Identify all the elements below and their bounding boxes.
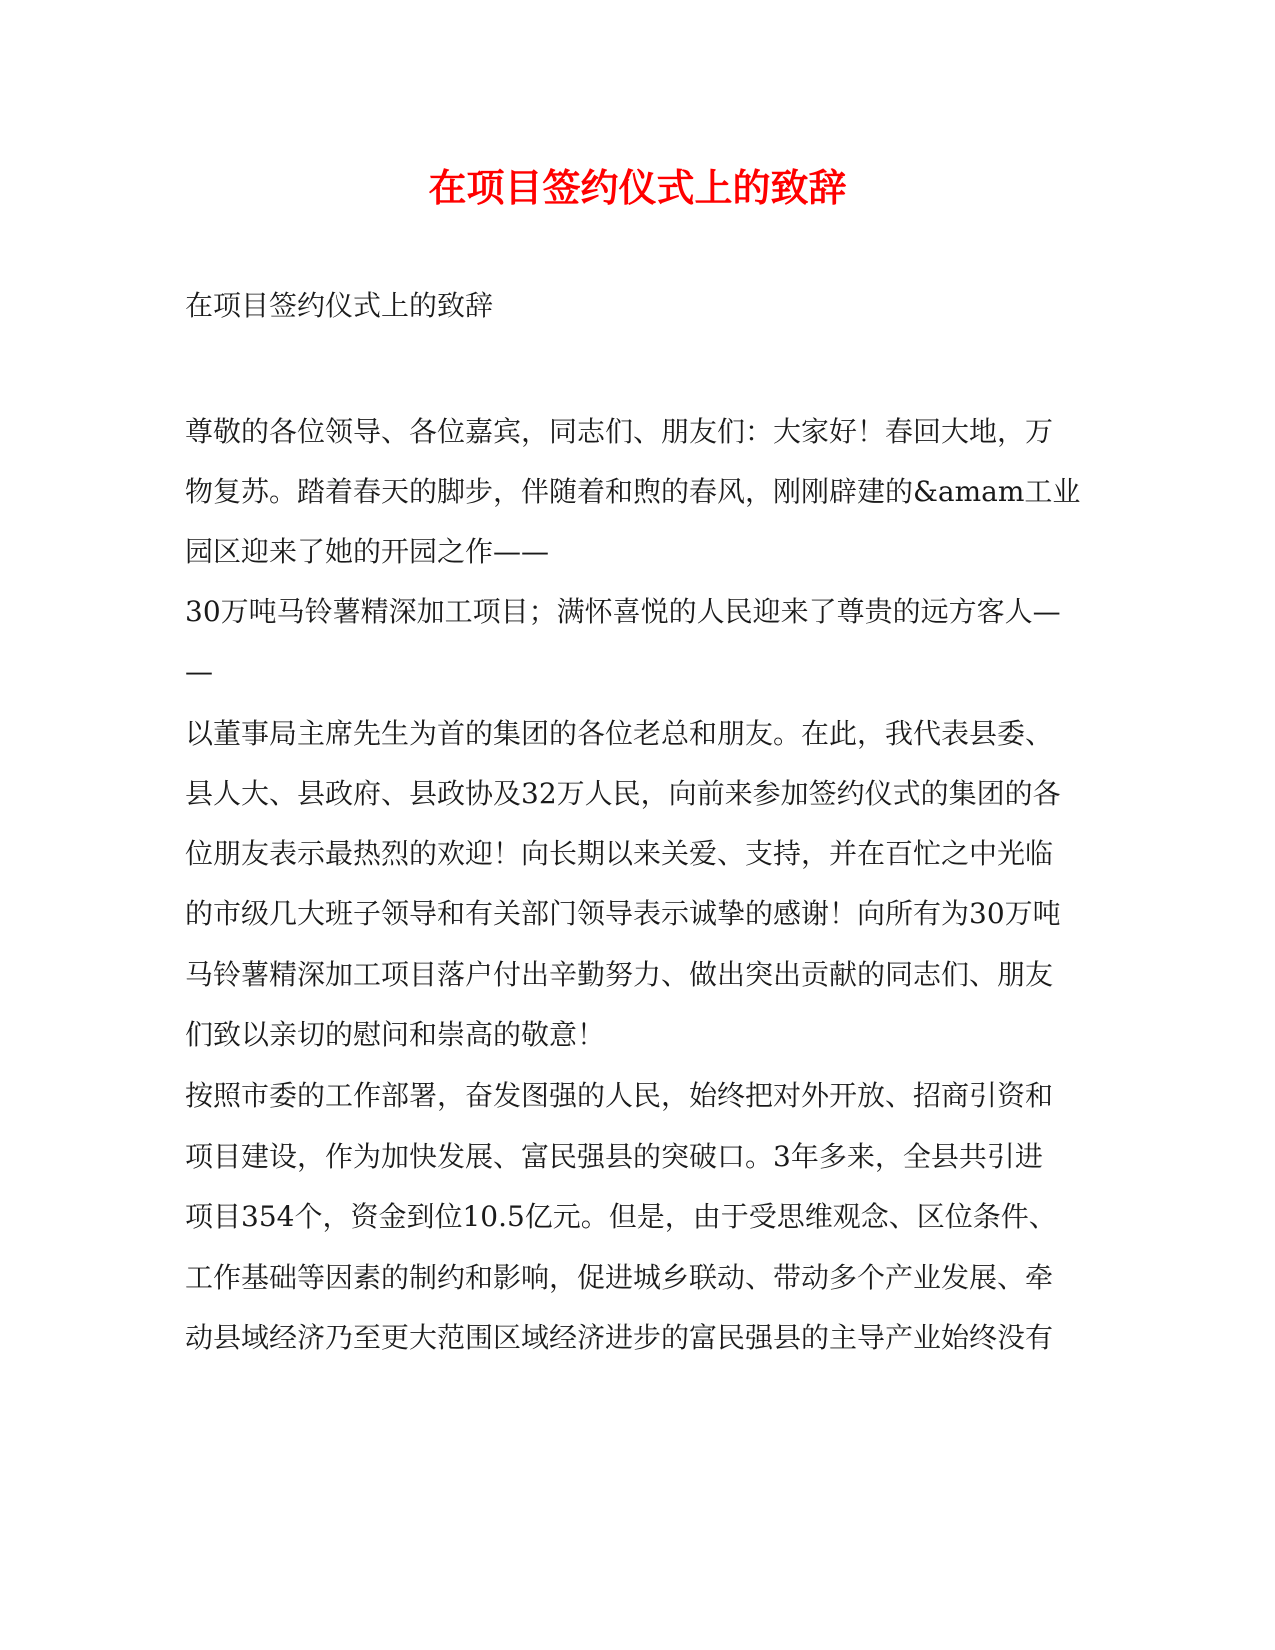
body-line: 30万吨马铃薯精深加工项目；满怀喜悦的人民迎来了尊贵的远方客人—	[185, 595, 1061, 628]
body-line: 以董事局主席先生为首的集团的各位老总和朋友。在此，我代表县委、	[185, 717, 1054, 750]
body-line: 项目建设，作为加快发展、富民强县的突破口。3年多来，全县共引进	[185, 1140, 1043, 1173]
document-subtitle: 在项目签约仪式上的致辞	[185, 289, 494, 322]
body-line: 工作基础等因素的制约和影响，促进城乡联动、带动多个产业发展、牵	[185, 1261, 1054, 1294]
body-line: 的市级几大班子领导和有关部门领导表示诚挚的感谢！向所有为30万吨	[185, 897, 1061, 930]
body-line: 位朋友表示最热烈的欢迎！向长期以来关爱、支持，并在百忙之中光临	[185, 837, 1054, 870]
body-line: 动县域经济乃至更大范围区域经济进步的富民强县的主导产业始终没有	[185, 1321, 1054, 1354]
body-line: 园区迎来了她的开园之作——	[185, 535, 550, 568]
body-line: —	[185, 655, 213, 688]
body-line: 们致以亲切的慰问和崇高的敬意！	[185, 1018, 606, 1051]
body-line: 县人大、县政府、县政协及32万人民，向前来参加签约仪式的集团的各	[185, 777, 1061, 810]
body-line: 物复苏。踏着春天的脚步，伴随着和煦的春风，刚刚辟建的&amam工业	[185, 475, 1081, 508]
body-line: 按照市委的工作部署，奋发图强的人民，始终把对外开放、招商引资和	[185, 1079, 1054, 1112]
body-line: 马铃薯精深加工项目落户付出辛勤努力、做出突出贡献的同志们、朋友	[185, 958, 1054, 991]
document-title: 在项目签约仪式上的致辞	[428, 165, 847, 210]
body-line: 项目354个，资金到位10.5亿元。但是，由于受思维观念、区位条件、	[185, 1200, 1057, 1233]
body-line: 尊敬的各位领导、各位嘉宾，同志们、朋友们：大家好！春回大地，万	[185, 415, 1054, 448]
